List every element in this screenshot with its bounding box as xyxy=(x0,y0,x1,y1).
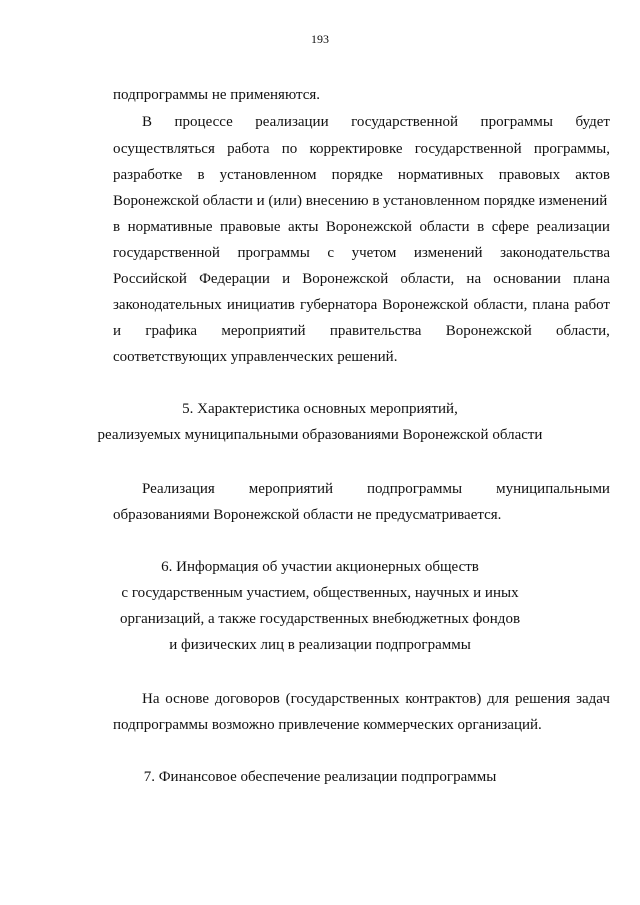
paragraph-line xyxy=(113,244,610,262)
word: Федерации xyxy=(199,271,270,287)
word: задач xyxy=(576,691,610,707)
word: программы, xyxy=(533,141,610,157)
word: плана xyxy=(532,297,570,313)
section-heading: 6. Информация об участии акционерных обществ xyxy=(161,559,479,575)
word: реализации xyxy=(536,219,610,235)
word: законодательства xyxy=(500,245,610,261)
word: мероприятий xyxy=(221,323,306,339)
word: нормативных xyxy=(397,167,484,183)
word: на xyxy=(466,271,482,287)
word: губернатора xyxy=(299,297,378,313)
section-heading: 5. Характеристика основных мероприятий, xyxy=(182,401,458,417)
section-heading: 7. Финансовое обеспечение реализации подпрограммы xyxy=(143,769,497,785)
word: по xyxy=(281,141,298,157)
word: и xyxy=(113,323,122,339)
word: в xyxy=(477,219,485,235)
paragraph-line xyxy=(142,690,610,708)
word: На xyxy=(142,691,160,707)
word: учетом xyxy=(351,245,397,261)
word: Воронежской xyxy=(325,219,412,235)
paragraph-line xyxy=(113,218,610,236)
word: В xyxy=(142,114,153,130)
word: графика xyxy=(145,323,198,339)
word: будет xyxy=(575,114,610,130)
page-number: 193 xyxy=(311,32,329,46)
word: в xyxy=(113,219,121,235)
word: решения xyxy=(514,691,571,707)
word: программы xyxy=(237,245,310,261)
word: инициатив xyxy=(226,297,295,313)
word: (государственных xyxy=(285,691,400,707)
word: плана xyxy=(573,271,610,287)
section-heading: и физических лиц в реализации подпрограммы xyxy=(169,637,471,653)
word: основании xyxy=(493,271,561,287)
word: Российской xyxy=(113,271,187,287)
paragraph-line xyxy=(142,113,610,131)
paragraph-line: подпрограммы возможно привлечение коммерческих организаций. xyxy=(113,717,542,733)
word: программы xyxy=(480,114,553,130)
paragraph-line xyxy=(113,322,610,340)
paragraph-line xyxy=(113,140,610,158)
word: корректировке xyxy=(309,141,403,157)
word: установленном xyxy=(219,167,317,183)
paragraph-line xyxy=(113,166,610,184)
word: работа xyxy=(227,141,270,157)
word: изменений xyxy=(413,245,483,261)
word: основе xyxy=(165,691,210,707)
paragraph-line xyxy=(113,296,610,314)
paragraph-line: соответствующих управленческих решений. xyxy=(113,349,398,365)
word: Воронежской xyxy=(382,297,469,313)
word: процессе xyxy=(174,114,233,130)
word: государственной xyxy=(113,245,220,261)
paragraph-line: Воронежской области и (или) внесению в установленном порядке изменений xyxy=(113,193,608,209)
word: осуществляться xyxy=(113,141,215,157)
word: подпрограммы xyxy=(366,481,463,497)
text-line: подпрограммы не применяются. xyxy=(113,87,320,103)
word: правовых xyxy=(498,167,561,183)
word: области xyxy=(419,219,470,235)
paragraph-line: образованиями Воронежской области не предусматривается. xyxy=(113,507,502,523)
word: области, xyxy=(473,297,528,313)
word: сфере xyxy=(491,219,530,235)
word: государственной xyxy=(351,114,459,130)
paragraph-line xyxy=(142,480,610,498)
section-heading: организаций, а также государственных внебюджетных фондов xyxy=(119,611,521,627)
word: контрактов) xyxy=(405,691,482,707)
word: и xyxy=(282,271,291,287)
word: законодательных xyxy=(113,297,222,313)
word: актов xyxy=(575,167,610,183)
word: государственной xyxy=(414,141,522,157)
section-heading: с государственным участием, общественных, научных и иных xyxy=(121,585,519,601)
paragraph-line xyxy=(113,270,610,288)
word: Воронежской xyxy=(302,271,389,287)
word: области, xyxy=(556,323,610,339)
word: договоров xyxy=(214,691,280,707)
word: области, xyxy=(400,271,455,287)
section-heading: реализуемых муниципальными образованиями Воронежской области xyxy=(97,427,543,443)
word: реализации xyxy=(255,114,329,130)
word: акты xyxy=(288,219,319,235)
word: в xyxy=(197,167,205,183)
word: нормативные xyxy=(127,219,213,235)
word: порядке xyxy=(331,167,383,183)
word: Реализация xyxy=(142,481,215,497)
word: Воронежской xyxy=(445,323,532,339)
word: работ xyxy=(574,297,610,313)
word: правительства xyxy=(329,323,422,339)
word: мероприятий xyxy=(248,481,334,497)
word: с xyxy=(327,245,335,261)
word: правовые xyxy=(220,219,281,235)
word: муниципальными xyxy=(496,481,610,497)
word: разработке xyxy=(113,167,183,183)
word: для xyxy=(487,691,510,707)
